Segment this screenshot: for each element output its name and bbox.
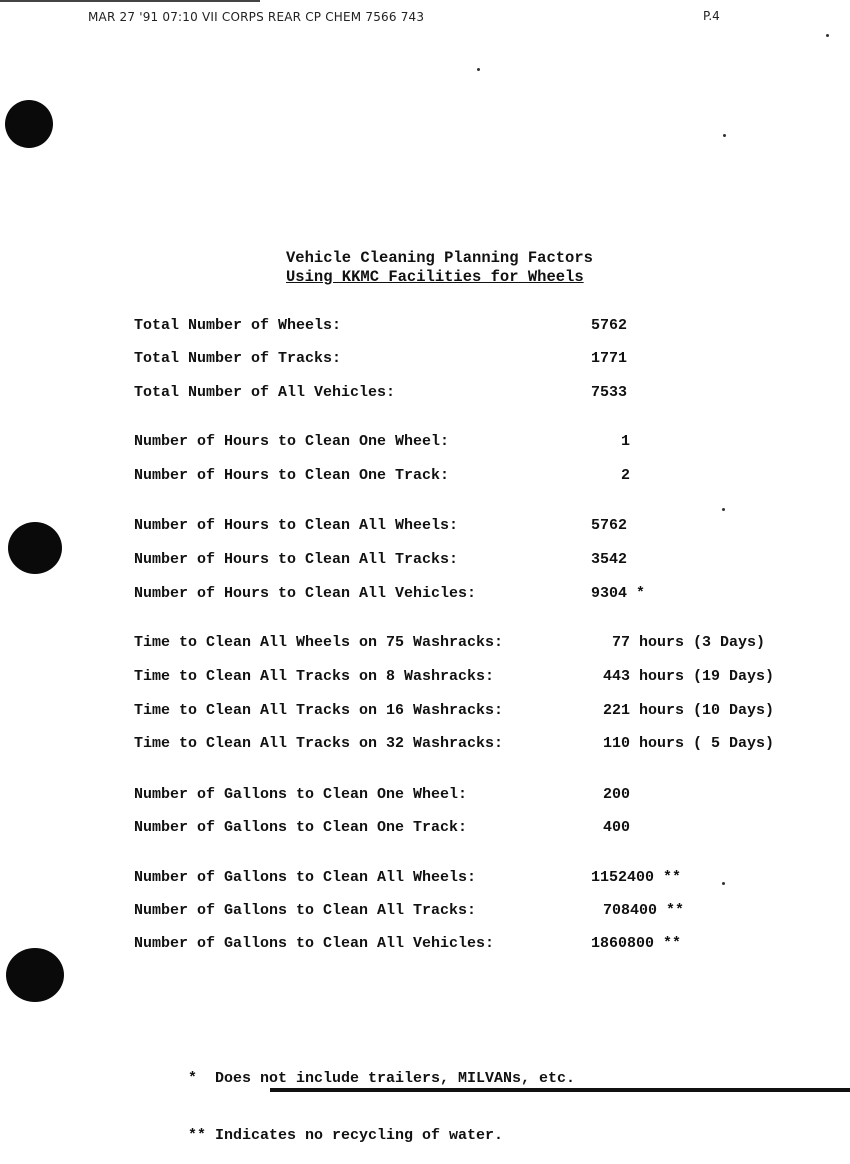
- fax-header: MAR 27 '91 07:10 VII CORPS REAR CP CHEM 7566 743: [88, 10, 425, 24]
- row-value: 1152400 **: [591, 869, 682, 886]
- title-line-1: Vehicle Cleaning Planning Factors: [286, 249, 593, 267]
- row-label: Time to Clean All Tracks on 32 Washracks:: [134, 735, 504, 752]
- row-label: Number of Hours to Clean All Vehicles:: [134, 585, 477, 602]
- punch-hole-icon: [8, 522, 62, 574]
- top-rule: [0, 0, 260, 2]
- row-label: Number of Gallons to Clean All Tracks:: [134, 902, 477, 919]
- row-label: Number of Hours to Clean One Wheel:: [134, 433, 450, 450]
- row-value: 110 hours ( 5 Days): [603, 735, 775, 752]
- footnotes: [188, 1031, 575, 1164]
- footnote-1: * Does not include trailers, MILVANs, etc.: [188, 1070, 576, 1087]
- row-label: Number of Hours to Clean One Track:: [134, 467, 450, 484]
- punch-hole-icon: [5, 100, 53, 148]
- punch-hole-icon: [6, 948, 64, 1002]
- row-value: 200: [603, 786, 631, 803]
- row-value: 7533: [591, 384, 628, 401]
- speck: [826, 34, 829, 37]
- row-value: 708400 **: [603, 902, 685, 919]
- row-value: 5762: [591, 517, 628, 534]
- row-label: Number of Hours to Clean All Wheels:: [134, 517, 459, 534]
- row-label: Total Number of All Vehicles:: [134, 384, 396, 401]
- row-label: Time to Clean All Tracks on 16 Washracks:: [134, 702, 504, 719]
- row-label: Number of Gallons to Clean All Vehicles:: [134, 935, 495, 952]
- row-value: 1771: [591, 350, 628, 367]
- page-number: P.4: [703, 9, 720, 23]
- speck: [722, 508, 725, 511]
- row-value: 400: [603, 819, 631, 836]
- row-label: Time to Clean All Wheels on 75 Washracks:: [134, 634, 504, 651]
- row-value: 5762: [591, 317, 628, 334]
- row-value: 1860800 **: [591, 935, 682, 952]
- row-label: Total Number of Tracks:: [134, 350, 342, 367]
- document-title: [286, 249, 593, 287]
- title-line-2: Using KKMC Facilities for Wheels: [286, 268, 584, 286]
- row-value: 221 hours (10 Days): [603, 702, 775, 719]
- row-label: Number of Gallons to Clean One Wheel:: [134, 786, 468, 803]
- row-label: Time to Clean All Tracks on 8 Washracks:: [134, 668, 495, 685]
- row-label: Number of Hours to Clean All Tracks:: [134, 551, 459, 568]
- speck: [477, 68, 480, 71]
- bottom-rule: [270, 1088, 850, 1092]
- row-value: 2: [621, 467, 631, 484]
- footnote-2: ** Indicates no recycling of water.: [188, 1127, 504, 1144]
- speck: [723, 134, 726, 137]
- row-label: Total Number of Wheels:: [134, 317, 342, 334]
- row-value: 9304 *: [591, 585, 646, 602]
- row-value: 77 hours (3 Days): [612, 634, 766, 651]
- row-value: 443 hours (19 Days): [603, 668, 775, 685]
- row-label: Number of Gallons to Clean One Track:: [134, 819, 468, 836]
- row-value: 3542: [591, 551, 628, 568]
- row-label: Number of Gallons to Clean All Wheels:: [134, 869, 477, 886]
- speck: [722, 882, 725, 885]
- row-value: 1: [621, 433, 631, 450]
